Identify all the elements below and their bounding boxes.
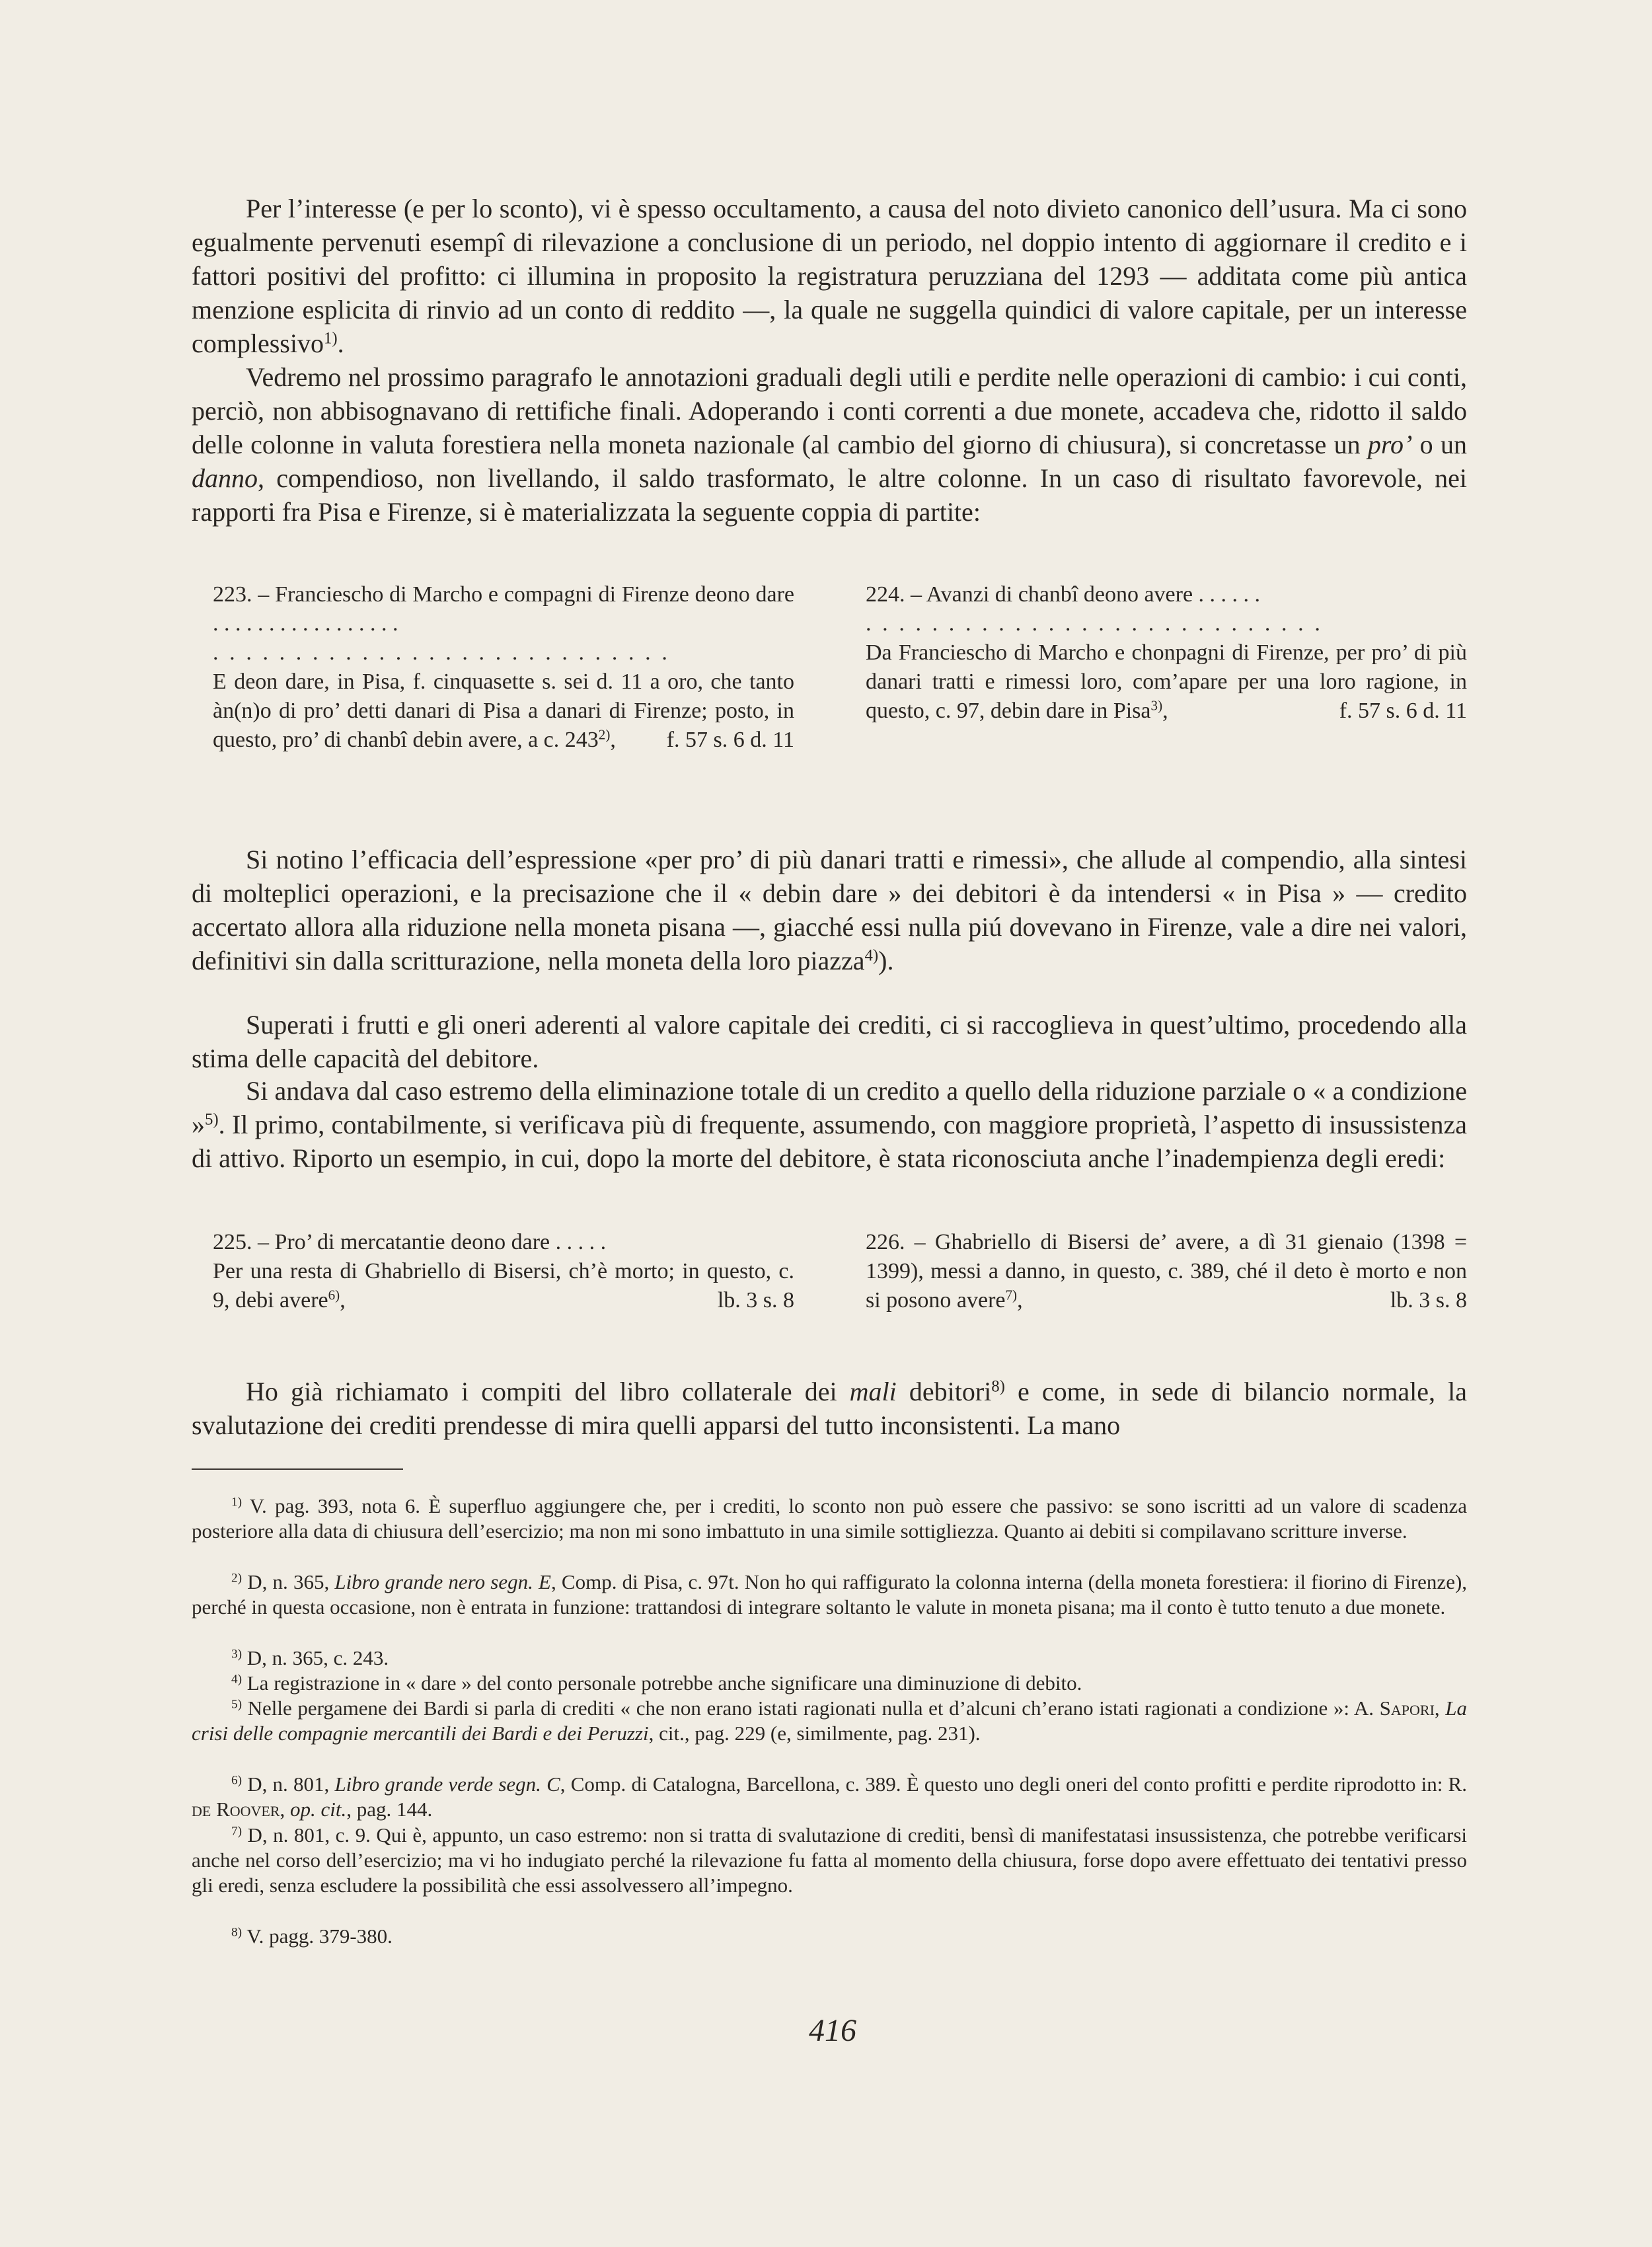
- ledger-entry-224: [866, 580, 1467, 726]
- footnote-text: La registrazione in « dare » del conto personale potrebbe anche significare una diminuzione di debito.: [246, 1671, 1082, 1695]
- paragraph-text: Si andava dal caso estremo della eliminazione totale di un credito a quello della riduzione parziale o « a condizione »: [192, 1076, 1467, 1139]
- entry-heading: 224. – Avanzi di chanbî deono avere . . . . . .: [866, 582, 1261, 607]
- entry-amount: f. 57 s. 6 d. 11: [666, 728, 794, 752]
- footnote-3: [192, 1646, 1467, 1671]
- italic-term: mali: [849, 1377, 897, 1406]
- footnote-ref[interactable]: 3): [1150, 697, 1163, 714]
- paragraph-text: Superati i frutti e gli oneri aderenti al valore capitale dei crediti, ci si raccoglieva in quest’ultimo, procedendo alla stima delle capacità del debitore.: [192, 1010, 1467, 1073]
- entry-text: 226. – Ghabriello di Bisersi de’ avere, a dì 31 gienaio (1398 = 1399), messi a danno, in questo, c. 389, ché il deto è morto e non si posono avere: [866, 1230, 1467, 1313]
- footnote-marker: 4): [231, 1672, 242, 1687]
- footnote-ref[interactable]: 7): [1005, 1287, 1018, 1303]
- paragraph-text: Vedremo nel prossimo paragrafo le annotazioni graduali degli utili e perdite nelle operazioni di cambio: i cui conti, perciò, non abbisognavano di rettifiche finali. Adoperando i conti correnti a due monete, accadeva che, ridotto il saldo delle colonne in valuta forestiera nella moneta nazionale (al cambio del giorno di chiusura), si concretasse un: [192, 362, 1467, 459]
- paragraph-text: , compendioso, non livellando, il saldo trasformato, le altre colonne. In un caso di risultato favorevole, nei rapporti fra Pisa e Firenze, si è materializzata la seguente coppia di partite:: [192, 463, 1467, 527]
- ledger-entry-223: [213, 580, 794, 755]
- entry-dots: . . . . . . . . . . . . . . . . . . . . . . . . . . . .: [866, 611, 1323, 636]
- paragraph-exchange: [192, 360, 1467, 529]
- paragraph-elimination: [192, 1074, 1467, 1175]
- footnote-marker: 6): [231, 1773, 242, 1788]
- footnote-text: D, n. 801,: [247, 1772, 335, 1796]
- book-title: Libro grande nero segn. E: [334, 1570, 551, 1593]
- footnote-ref[interactable]: 5): [205, 1110, 219, 1129]
- author-name: de Roover: [192, 1798, 280, 1821]
- footnote-marker: 7): [231, 1824, 242, 1839]
- footnote-8: [192, 1924, 1467, 1949]
- entry-dots: . . . . . . . . . . . . . . . . . . . . . . . . . . . .: [213, 640, 670, 665]
- page-number: 416: [809, 2013, 856, 2048]
- footnote-1: [192, 1494, 1467, 1544]
- entry-body: [866, 638, 1467, 726]
- footnote-5: [192, 1696, 1467, 1746]
- entry-amount: lb. 3 s. 8: [717, 1288, 794, 1313]
- footnote-marker: 2): [231, 1571, 242, 1585]
- footnote-text: D, n. 365,: [247, 1570, 335, 1593]
- paragraph-text: . Il primo, contabilmente, si verificava più di frequente, assumendo, con maggiore proprietà, l’aspetto di insussistenza di attivo. Riporto un esempio, in cui, dopo la morte del debitore, è stata riconosciuta anche l’inadempienza degli eredi:: [192, 1110, 1467, 1173]
- entry-heading: 225. – Pro’ di mercatantie deono dare . . . . .: [213, 1230, 607, 1254]
- entry-heading: 223. – Franciescho di Marcho e compagni di Firenze deono dare . . . . . . . . . . . . . . . . .: [213, 582, 794, 636]
- entry-body: [213, 667, 794, 755]
- paragraph-text: o un: [1412, 430, 1468, 459]
- entry-text: ,: [1017, 1288, 1023, 1313]
- citation-abbrev: op. cit.: [290, 1798, 347, 1821]
- entry-text: Per una resta di Ghabriello di Bisersi, ch’è morto; in questo, c. 9, debi avere: [213, 1259, 794, 1313]
- footnote-text: , pag. 144.: [346, 1798, 433, 1821]
- footnote-text: ,: [280, 1798, 291, 1821]
- footnote-marker: 8): [231, 1925, 242, 1940]
- italic-term: danno: [192, 463, 258, 493]
- footnote-text: V. pagg. 379-380.: [246, 1924, 393, 1948]
- entry-body: [213, 1257, 794, 1315]
- footnote-ref[interactable]: 8): [991, 1377, 1005, 1396]
- book-title: Libro grande verde segn. C: [334, 1772, 560, 1796]
- footnote-marker: 3): [231, 1647, 242, 1661]
- paragraph-text: Si notino l’efficacia dell’espressione «per pro’ di più danari tratti e rimessi», che allude al compendio, alla sintesi di molteplici operazioni, e la precisazione che il « debin dare » dei debitori è da intendersi « in Pisa » — credito accertato allora alla riduzione nella moneta pisana —, giacché essi nulla piú dovevano in Firenze, vale a dire nei valori, definitivi sin dalla scritturazione, nella moneta della loro piazza: [192, 845, 1467, 975]
- paragraph-text: e come, in sede di bilancio normale, la svalutazione dei crediti prendesse di mira quelli apparsi del tutto inconsistenti. La mano: [192, 1377, 1467, 1440]
- footnote-6: [192, 1772, 1467, 1822]
- footnote-ref[interactable]: 1): [323, 329, 338, 348]
- paragraph-efficacy: [192, 843, 1467, 977]
- paragraph-text: .: [337, 328, 344, 358]
- footnote-text: , cit., pag. 229 (e, similmente, pag. 231).: [648, 1722, 981, 1745]
- paragraph-bad-debts: [192, 1375, 1467, 1442]
- ledger-entry-226: [866, 1228, 1467, 1315]
- footnote-text: , Comp. di Pisa, c. 97t. Non ho qui raffigurato la colonna interna (della moneta forestiera: il fiorino di Firenze), perché in questa occasione, non è entrata in funzione: trattandosi di integrare soltanto le valute in moneta pisana; ma il conto è tutto tenuto a due monete.: [192, 1570, 1468, 1619]
- entry-text: ,: [610, 728, 616, 752]
- footnote-ref[interactable]: 2): [598, 726, 611, 743]
- paragraph-text: Ho già richiamato i compiti del libro collaterale dei: [246, 1377, 850, 1406]
- footnote-marker: 5): [231, 1697, 242, 1712]
- paragraph-interest: [192, 192, 1467, 360]
- footnote-4: [192, 1671, 1467, 1696]
- paragraph-text: debitori: [896, 1377, 992, 1406]
- footnote-7: [192, 1823, 1467, 1898]
- paragraph-text: Per l’interesse (e per lo sconto), vi è spesso occultamento, a causa del noto divieto canonico dell’usura. Ma ci sono egualmente pervenuti esempî di rilevazione a conclusione di un periodo, nel doppio intento di aggiornare il credito e i fattori positivi del profitto: ci illumina in proposito la registratura peruzziana del 1293 — additata come più antica menzione esplicita di rinvio ad un conto di reddito —, la quale ne suggella quindici di valore capitale, per un interesse complessivo: [192, 194, 1467, 358]
- paragraph-text: ).: [878, 946, 894, 975]
- footnote-text: D, n. 365, c. 243.: [246, 1646, 389, 1669]
- footnote-marker: 1): [231, 1495, 242, 1509]
- italic-term: pro’: [1367, 430, 1413, 459]
- footnote-text: V. pag. 393, nota 6. È superfluo aggiungere che, per i crediti, lo sconto non può essere che passivo: se sono iscritti ad un valore di scadenza posteriore alla data di chiusura dell’esercizio; ma non mi sono imbattuto in una simile sottigliezza. Quanto ai debiti si compilavano scritture inverse.: [192, 1494, 1467, 1542]
- footnote-divider: [192, 1468, 403, 1470]
- paragraph-capital: [192, 1008, 1467, 1075]
- footnote-2: [192, 1570, 1467, 1620]
- footnote-text: Nelle pergamene dei Bardi si parla di crediti « che non erano istati ragionati nulla et d’alcuni ch’erano istati ragionati a condizione »: A.: [247, 1696, 1380, 1720]
- footnote-text: D, n. 801, c. 9. Qui è, appunto, un caso estremo: non si tratta di svalutazione di crediti, bensì di manifestatasi insussistenza, che potrebbe verificarsi anche nel corso dell’esercizio; ma vi ho indugiato perché la rilevazione fu fatta al momento della chiusura, forse dopo avere effettuato dei tentativi presso gli eredi, senza escludere la possibilità che essi assolvessero all’impegno.: [192, 1823, 1468, 1897]
- book-title: La crisi delle compagnie mercantili dei Bardi e dei Peruzzi: [192, 1696, 1468, 1745]
- author-name: Sapori: [1379, 1696, 1435, 1720]
- footnote-ref[interactable]: 6): [328, 1287, 340, 1303]
- footnote-text: , Comp. di Catalogna, Barcellona, c. 389. È questo uno degli oneri del conto profitti e perdite riprodotto in: R.: [560, 1772, 1467, 1796]
- entry-text: Da Franciescho di Marcho e chonpagni di Firenze, per pro’ di più danari tratti e rimessi loro, com’apare per una loro ragione, in questo, c. 97, debin dare in Pisa: [866, 640, 1467, 723]
- footnote-ref[interactable]: 4): [864, 946, 879, 965]
- entry-amount: f. 57 s. 6 d. 11: [1339, 699, 1467, 723]
- entry-amount: lb. 3 s. 8: [1390, 1288, 1467, 1313]
- entry-body: [866, 1228, 1467, 1315]
- entry-text: ,: [1162, 699, 1168, 723]
- entry-text: E deon dare, in Pisa, f. cinquasette s. sei d. 11 a oro, che tanto àn(n)o di pro’ detti danari di Pisa a danari di Firenze; posto, in questo, pro’ di chanbî debin avere, a c. 243: [213, 669, 794, 752]
- footnote-text: ,: [1434, 1696, 1446, 1720]
- entry-text: ,: [340, 1288, 346, 1313]
- ledger-entry-225: [213, 1228, 794, 1315]
